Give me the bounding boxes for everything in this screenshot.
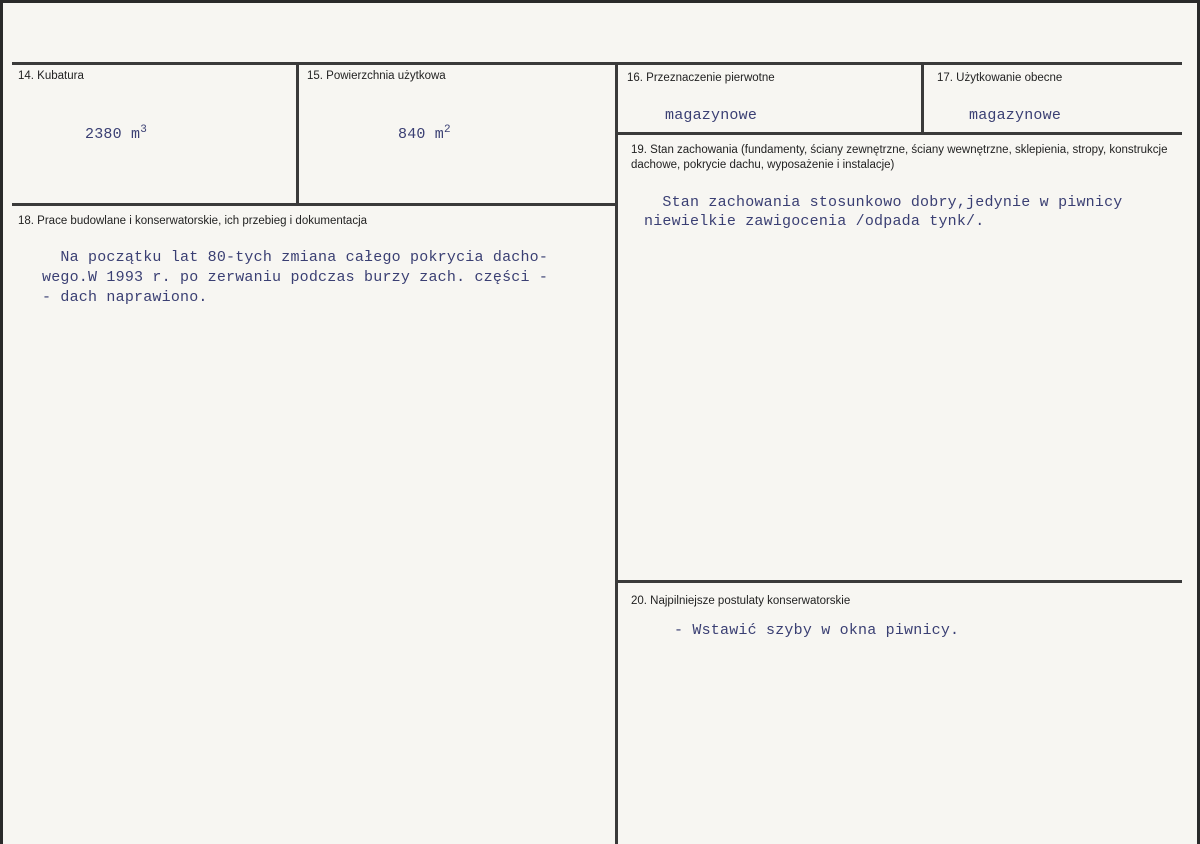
field-18-line-2: wego.W 1993 r. po zerwaniu podczas burzy zach. części -	[42, 269, 549, 286]
field-19-line-2: niewielkie zawigocenia /odpada tynk/.	[644, 213, 985, 230]
field-15-number: 840 m	[398, 126, 445, 143]
field-14-label: 14. Kubatura	[18, 70, 84, 82]
grid-line-h18	[12, 203, 617, 206]
field-19-line-1: Stan zachowania stosunkowo dobry,jedynie w piwnicy	[644, 194, 1123, 211]
field-18-label: 18. Prace budowlane i konserwatorskie, ich przebieg i dokumentacja	[18, 215, 368, 227]
grid-line-h20	[617, 580, 1182, 583]
field-17-value: magazynowe	[969, 107, 1062, 124]
grid-line-top	[12, 62, 1182, 65]
field-14-value	[85, 124, 147, 145]
field-20-line-1: - Wstawić szyby w okna piwnicy.	[674, 622, 960, 639]
field-15-value	[398, 124, 451, 145]
field-18-line-1: Na początku lat 80-tych zmiana całego pokrycia dacho-	[42, 249, 549, 266]
field-14-unit-sup: 3	[140, 124, 148, 136]
field-15-label: 15. Powierzchnia użytkowa	[307, 70, 446, 82]
field-16-label: 16. Przeznaczenie pierwotne	[627, 72, 775, 84]
field-19-label: 19. Stan zachowania (fundamenty, ściany zewnętrzne, ściany wewnętrzne, sklepienia, stropy, konstrukcje dachowe, pokrycie dachu, wyposażenie i instalacje)	[631, 144, 1168, 171]
card-edge-top	[0, 0, 1200, 3]
grid-line-v3	[921, 62, 924, 134]
grid-line-h16	[617, 132, 1182, 135]
card-edge-left	[0, 0, 3, 844]
grid-line-v1	[296, 62, 299, 204]
field-15-unit-sup: 2	[444, 124, 451, 136]
field-17-label: 17. Użytkowanie obecne	[937, 72, 1063, 84]
field-16-value: magazynowe	[665, 107, 758, 124]
field-20-label: 20. Najpilniejsze postulaty konserwatorskie	[631, 595, 851, 607]
field-14-number: 2380 m	[85, 126, 141, 143]
grid-line-v2	[615, 62, 618, 844]
field-18-line-3: - dach naprawiono.	[42, 289, 208, 306]
